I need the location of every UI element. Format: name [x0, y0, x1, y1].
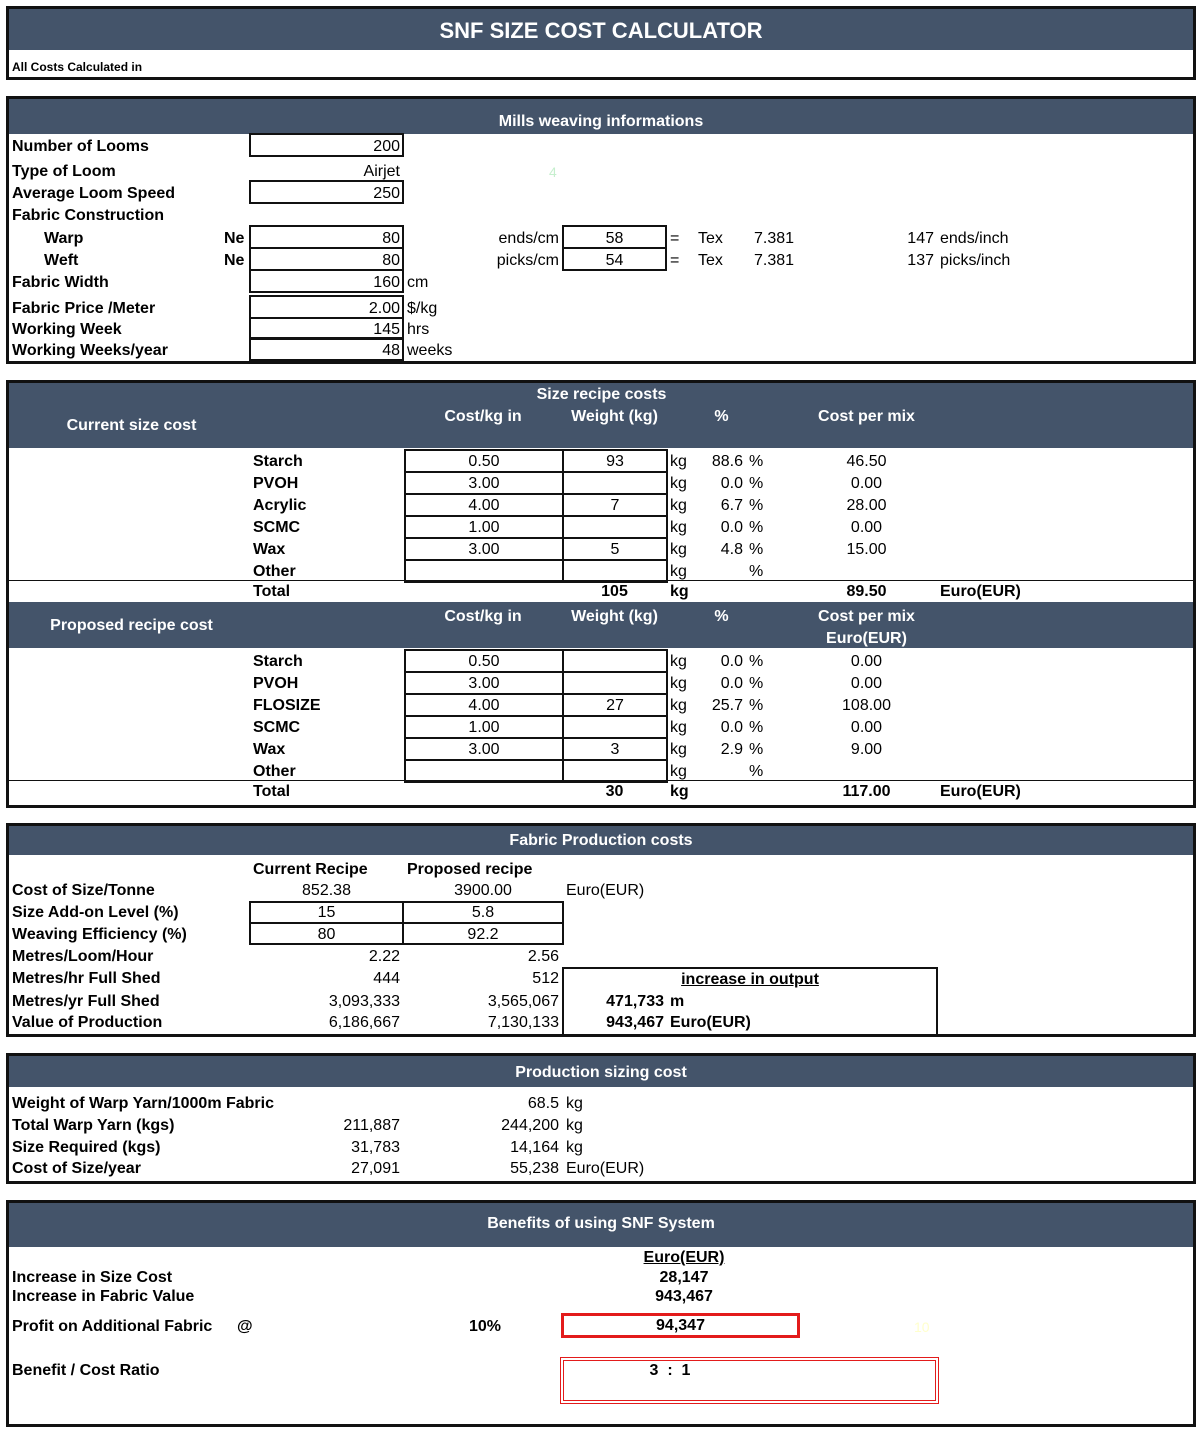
percent-value: 25.7	[711, 697, 743, 714]
cost-value: 4.00	[468, 697, 500, 714]
production-row-label: Metres/yr Full Shed	[12, 993, 160, 1010]
current-recipe-value[interactable]: 15	[317, 904, 336, 921]
size-cost-increase-label: Increase in Size Cost	[12, 1269, 173, 1286]
profit-code: 10	[914, 1319, 930, 1335]
weight-value: 7	[610, 497, 620, 514]
ratio-label: Benefit / Cost Ratio	[12, 1362, 160, 1379]
sizing-row-label: Total Warp Yarn (kgs)	[12, 1117, 175, 1134]
warp-per-inch: 147	[907, 230, 934, 247]
width-unit: cm	[407, 274, 429, 291]
mix-cost-value: 9.00	[850, 741, 883, 758]
weight-input[interactable]	[562, 471, 668, 495]
mix-cost-value: 28.00	[846, 497, 887, 514]
ingredient-name: Other	[253, 563, 296, 580]
kg-unit: kg	[670, 653, 687, 670]
percent-sign: %	[749, 541, 764, 558]
current-total-mix: 89.50	[846, 583, 887, 600]
cost-value: 3.00	[468, 741, 500, 758]
percent-value: 2.9	[720, 741, 743, 758]
weeks-unit: weeks	[407, 342, 453, 359]
percent-sign: %	[749, 763, 764, 780]
warp-label: Warp	[44, 230, 84, 247]
benefits-section	[6, 1200, 1196, 1427]
recipe-title: Size recipe costs	[536, 386, 667, 403]
type-label: Type of Loom	[12, 163, 116, 180]
cost-value: 3.00	[468, 541, 500, 558]
ingredient-name: Acrylic	[253, 497, 307, 514]
percent-sign: %	[749, 475, 764, 492]
size-tonne-currency: Euro(EUR)	[566, 882, 645, 899]
ingredient-name: Starch	[253, 653, 303, 670]
weft-per-inch: 137	[907, 252, 934, 269]
cost-value: 3.00	[468, 475, 500, 492]
mix-cost-value: 46.50	[846, 453, 887, 470]
percent-value: 6.7	[720, 497, 743, 514]
kg-unit: kg	[670, 475, 687, 492]
percent-value: 0.0	[720, 719, 743, 736]
mix-cost-value: 0.00	[850, 719, 883, 736]
percent-value: 0.0	[720, 519, 743, 536]
current-recipe-value: 3,093,333	[328, 993, 400, 1010]
ingredient-name: Starch	[253, 453, 303, 470]
current-size-cost-label: Current size cost	[66, 417, 197, 434]
kg-unit: kg	[670, 563, 687, 580]
weight-value: 93	[606, 453, 624, 470]
sizing-unit: kg	[566, 1095, 583, 1112]
increase-value-unit: Euro(EUR)	[670, 1014, 751, 1031]
warp-density: 58	[605, 230, 624, 247]
current-recipe-value: 2.22	[368, 948, 400, 965]
ingredient-name: Other	[253, 763, 296, 780]
kg-unit: kg	[670, 741, 687, 758]
current-recipe-value: 6,186,667	[328, 1014, 400, 1031]
kg-unit: kg	[670, 519, 687, 536]
ingredient-name: SCMC	[253, 719, 301, 736]
production-row-label: Weaving Efficiency (%)	[12, 926, 187, 943]
proposed-recipe-value: 7,130,133	[487, 1014, 559, 1031]
construction-label: Fabric Construction	[12, 207, 165, 224]
recipe-section	[6, 380, 1196, 808]
looms-label: Number of Looms	[12, 138, 149, 155]
current-total-label: Total	[253, 583, 291, 600]
cost-value: 4.00	[468, 497, 500, 514]
current-recipe-value[interactable]: 80	[317, 926, 336, 943]
sizing-current-value: 27,091	[351, 1160, 400, 1177]
fabric-value-increase-label: Increase in Fabric Value	[12, 1288, 195, 1305]
current-total-currency: Euro(EUR)	[940, 583, 1021, 600]
proposed-total-divider	[9, 780, 1193, 781]
weft-unit: Ne	[224, 252, 245, 269]
current-recipe-value: 852.38	[302, 882, 351, 899]
col-proposed-head: Proposed recipe	[407, 861, 533, 878]
percent-value: 0.0	[720, 475, 743, 492]
col-mix-head: Cost per mix	[818, 408, 915, 425]
fabric-value-increase: 943,467	[655, 1288, 713, 1305]
price-value: 2.00	[368, 300, 400, 317]
cost-value: 1.00	[468, 519, 500, 536]
percent-sign: %	[749, 563, 764, 580]
cost-value: 3.00	[468, 675, 500, 692]
sizing-section	[6, 1053, 1196, 1184]
increase-metres-unit: m	[670, 993, 685, 1010]
proposed-col-mix-head: Cost per mix	[818, 608, 915, 625]
sizing-row-label: Weight of Warp Yarn/1000m Fabric	[12, 1095, 274, 1112]
cost-value: 0.50	[468, 653, 500, 670]
weight-value: 3	[610, 741, 620, 758]
mix-cost-value: 15.00	[846, 541, 887, 558]
kg-unit: kg	[670, 453, 687, 470]
proposed-recipe-value: 512	[532, 970, 559, 987]
kg-unit: kg	[670, 497, 687, 514]
weft-value: 80	[382, 252, 400, 269]
mix-cost-value: 0.00	[850, 675, 883, 692]
percent-value: 0.0	[720, 675, 743, 692]
weft-per-inch-unit: picks/inch	[940, 252, 1011, 269]
looms-value: 200	[373, 138, 400, 155]
weft-eq: =	[670, 252, 680, 269]
week-unit: hrs	[407, 321, 430, 338]
weft-density: 54	[605, 252, 624, 269]
speed-label: Average Loom Speed	[12, 185, 176, 202]
warp-eq: =	[670, 230, 680, 247]
weft-tex-label: Tex	[698, 252, 723, 269]
col-pct-head: %	[714, 408, 729, 425]
size-cost-increase: 28,147	[659, 1269, 709, 1286]
weeks-value: 48	[382, 342, 400, 359]
width-label: Fabric Width	[12, 274, 109, 291]
ingredient-name: PVOH	[253, 675, 299, 692]
sizing-row-label: Cost of Size/year	[12, 1160, 141, 1177]
weight-value: 5	[610, 541, 620, 558]
ingredient-name: PVOH	[253, 475, 299, 492]
weft-tex: 7.381	[754, 252, 795, 269]
warp-tex: 7.381	[754, 230, 795, 247]
proposed-total-weight: 30	[605, 783, 624, 800]
sizing-proposed-value: 244,200	[501, 1117, 559, 1134]
currency-note: All Costs Calculated in	[12, 60, 143, 74]
kg-unit: kg	[670, 719, 687, 736]
proposed-recipe-label: Proposed recipe cost	[50, 617, 213, 634]
type-code: 4	[549, 164, 557, 180]
kg-unit: kg	[670, 541, 687, 558]
proposed-col-weight-head: Weight (kg)	[571, 608, 658, 625]
percent-sign: %	[749, 675, 764, 692]
week-value: 145	[373, 321, 400, 338]
mills-title: Mills weaving informations	[498, 113, 704, 130]
mix-cost-value: 0.00	[850, 475, 883, 492]
proposed-col-cost-head: Cost/kg in	[444, 608, 522, 625]
sizing-current-value: 31,783	[351, 1139, 400, 1156]
mix-cost-value: 0.00	[850, 653, 883, 670]
sizing-row-label: Size Required (kgs)	[12, 1139, 161, 1156]
sizing-title: Production sizing cost	[515, 1064, 687, 1081]
sizing-unit: kg	[566, 1139, 583, 1156]
kg-unit: kg	[670, 763, 687, 780]
percent-sign: %	[749, 653, 764, 670]
production-row-label: Cost of Size/Tonne	[12, 882, 155, 899]
price-unit: $/kg	[407, 300, 438, 317]
warp-density-label: ends/cm	[498, 230, 559, 247]
weft-density-label: picks/cm	[496, 252, 559, 269]
ingredient-name: FLOSIZE	[253, 697, 321, 714]
sizing-proposed-value: 14,164	[510, 1139, 559, 1156]
proposed-col-mix-unit: Euro(EUR)	[826, 630, 907, 647]
percent-sign: %	[749, 741, 764, 758]
production-row-label: Metres/hr Full Shed	[12, 970, 161, 987]
price-label: Fabric Price /Meter	[12, 300, 156, 317]
warp-value: 80	[382, 230, 400, 247]
percent-sign: %	[749, 497, 764, 514]
percent-value: 0.0	[720, 653, 743, 670]
ingredient-name: Wax	[253, 541, 286, 558]
production-section	[6, 823, 1196, 1037]
production-row-label: Value of Production	[12, 1014, 163, 1031]
warp-unit: Ne	[224, 230, 245, 247]
proposed-total-mix: 117.00	[842, 783, 891, 800]
current-total-weight: 105	[601, 583, 628, 600]
width-value: 160	[373, 274, 400, 291]
speed-value: 250	[373, 185, 400, 202]
profit-at: @	[237, 1318, 253, 1335]
sizing-unit: Euro(EUR)	[566, 1160, 645, 1177]
proposed-recipe-value[interactable]: 92.2	[467, 926, 499, 943]
increase-output-title: increase in output	[681, 971, 819, 988]
warp-tex-label: Tex	[698, 230, 723, 247]
weight-input[interactable]	[562, 515, 668, 539]
proposed-total-currency: Euro(EUR)	[940, 783, 1021, 800]
ingredient-name: SCMC	[253, 519, 301, 536]
sizing-proposed-value: 55,238	[510, 1160, 559, 1177]
benefits-title: Benefits of using SNF System	[487, 1215, 715, 1232]
col-weight-head: Weight (kg)	[571, 408, 658, 425]
weeks-label: Working Weeks/year	[12, 342, 168, 359]
proposed-col-pct-head: %	[714, 608, 729, 625]
proposed-total-label: Total	[253, 783, 291, 800]
percent-value: 4.8	[720, 541, 743, 558]
ingredient-name: Wax	[253, 741, 286, 758]
sizing-proposed-value: 68.5	[527, 1095, 559, 1112]
percent-sign: %	[749, 519, 764, 536]
current-total-divider	[9, 580, 1193, 581]
title-section	[6, 6, 1196, 80]
kg-unit: kg	[670, 697, 687, 714]
production-row-label: Size Add-on Level (%)	[12, 904, 179, 921]
col-cost-head: Cost/kg in	[444, 408, 522, 425]
kg-unit: kg	[670, 675, 687, 692]
profit-value: 94,347	[656, 1317, 705, 1334]
warp-per-inch-unit: ends/inch	[940, 230, 1009, 247]
mix-cost-value: 108.00	[842, 697, 891, 714]
mix-cost-value: 0.00	[850, 519, 883, 536]
percent-sign: %	[749, 453, 764, 470]
sizing-current-value: 211,887	[343, 1117, 400, 1134]
cost-value: 0.50	[468, 453, 500, 470]
percent-sign: %	[749, 719, 764, 736]
proposed-recipe-value[interactable]: 5.8	[471, 904, 495, 921]
production-title: Fabric Production costs	[509, 832, 693, 849]
increase-value: 943,467	[606, 1014, 664, 1031]
type-value[interactable]: Airjet	[363, 163, 400, 180]
weight-value: 27	[606, 697, 624, 714]
current-recipe-value: 444	[373, 970, 400, 987]
increase-metres: 471,733	[606, 993, 664, 1010]
page-title: SNF SIZE COST CALCULATOR	[439, 18, 763, 43]
weft-label: Weft	[44, 252, 79, 269]
current-total-kg: kg	[670, 583, 689, 600]
cost-value: 1.00	[468, 719, 500, 736]
ratio-value: 3 : 1	[649, 1362, 691, 1379]
proposed-recipe-value: 2.56	[527, 948, 559, 965]
production-row-label: Metres/Loom/Hour	[12, 948, 154, 965]
weight-input[interactable]	[562, 671, 668, 695]
proposed-total-kg: kg	[670, 783, 689, 800]
benefits-currency: Euro(EUR)	[643, 1249, 725, 1266]
profit-label: Profit on Additional Fabric	[12, 1318, 213, 1335]
percent-value: 88.6	[711, 453, 743, 470]
profit-percent[interactable]: 10%	[469, 1318, 502, 1335]
sizing-unit: kg	[566, 1117, 583, 1134]
weight-input[interactable]	[562, 649, 668, 673]
week-label: Working Week	[12, 321, 122, 338]
col-current-head: Current Recipe	[253, 861, 368, 878]
proposed-recipe-value: 3,565,067	[487, 993, 559, 1010]
weight-input[interactable]	[562, 715, 668, 739]
mills-section	[6, 96, 1196, 364]
percent-sign: %	[749, 697, 764, 714]
proposed-recipe-value: 3900.00	[454, 882, 512, 899]
